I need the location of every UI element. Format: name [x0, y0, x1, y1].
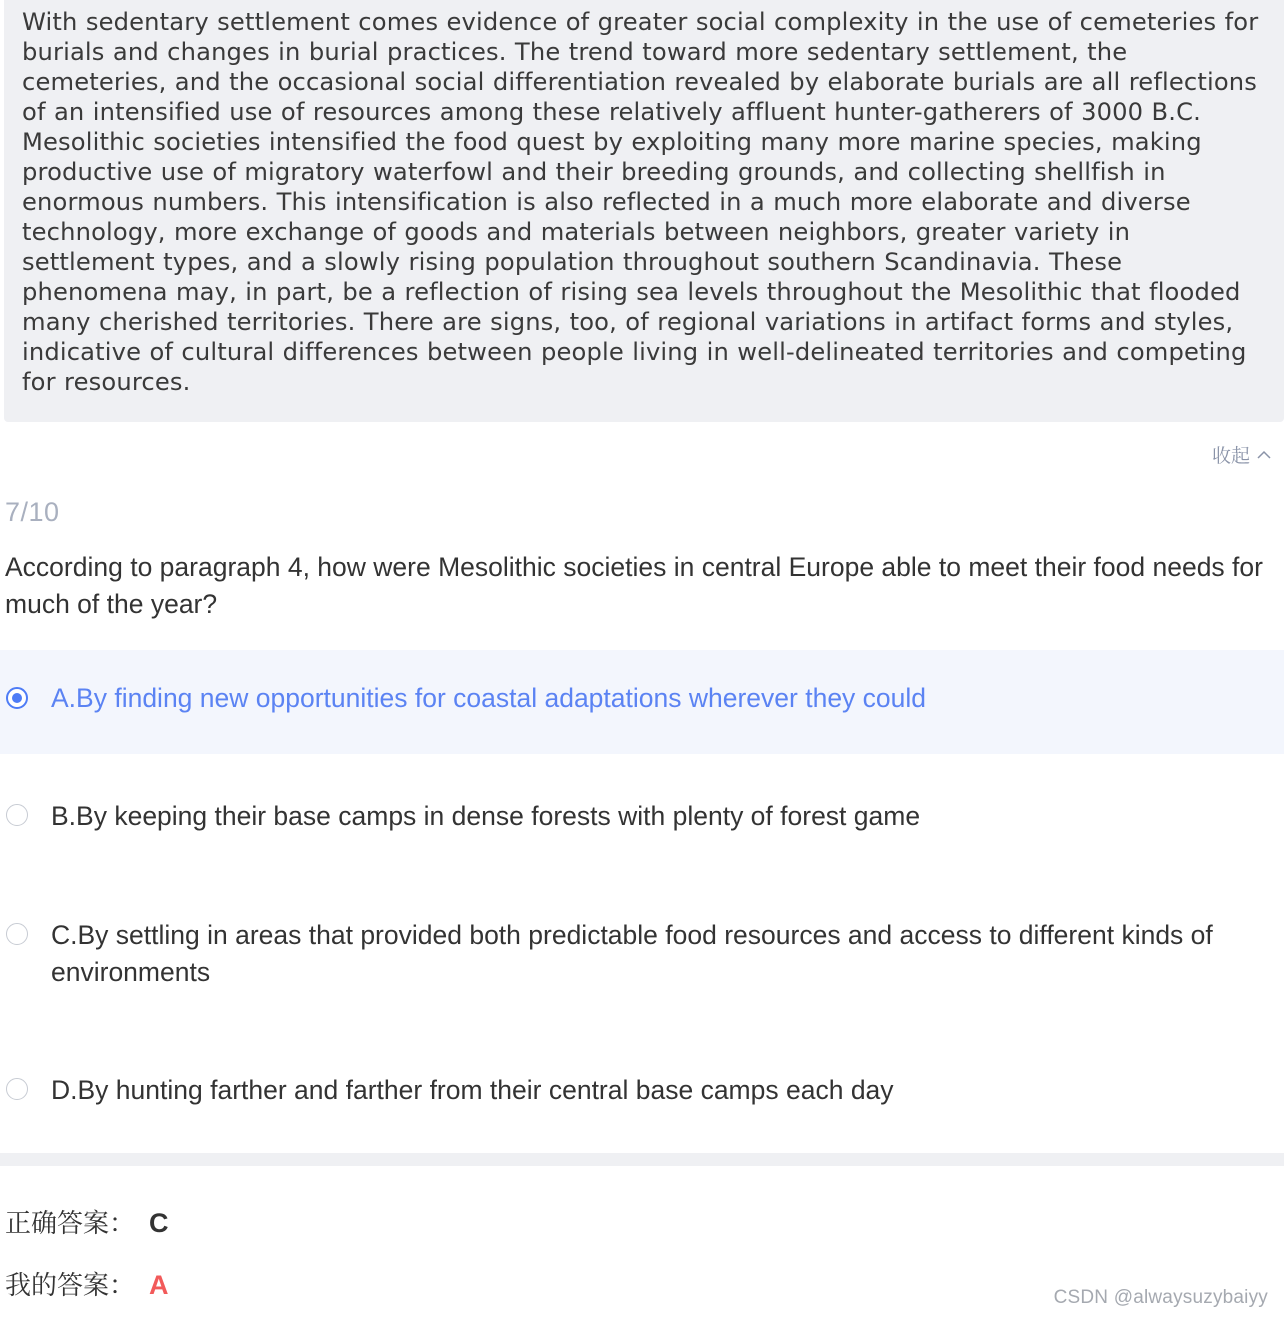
collapse-label: 收起 [1211, 446, 1250, 467]
passage-panel [4, 0, 1284, 422]
section-divider [0, 1153, 1284, 1166]
question-text: According to paragraph 4, how were Mesolithic societies in central Europe able to meet their food needs for much of the year? [5, 552, 1263, 619]
my-answer-label: 我的答案： [5, 1270, 136, 1300]
correct-answer-label: 正确答案： [5, 1208, 136, 1238]
option-c-label: C.By settling in areas that provided both predictable food resources and access to different kinds of environments [51, 920, 1213, 987]
watermark: CSDN @alwaysuzybaiyy [1053, 1287, 1268, 1308]
question-progress: 7/10 [5, 497, 60, 527]
option-a-label: A.By finding new opportunities for coastal adaptations wherever they could [51, 683, 927, 713]
option-b[interactable] [0, 770, 1284, 874]
radio-icon[interactable] [6, 923, 28, 945]
collapse-button[interactable] [1212, 441, 1272, 468]
radio-icon[interactable] [6, 804, 28, 826]
correct-answer-row [5, 1203, 169, 1240]
option-b-label: B.By keeping their base camps in dense forests with plenty of forest game [51, 801, 921, 831]
my-answer-value: A [149, 1270, 169, 1300]
option-d-label: D.By hunting farther and farther from their central base camps each day [51, 1075, 894, 1105]
passage-text: With sedentary settlement comes evidence of greater social complexity in the use of cemeteries for burials and changes in burial practices. The trend toward more sedentary settlement, the cemeteries, and the occasional social differentiation revealed by elaborate burials are all reflections of an intensified use of resources among these relatively affluent hunter-gatherers of 3000 B.C. Mesolithic societies intensified the food quest by exploiting many more marine species, making productive use of migratory waterfowl and their breeding grounds, and collecting shellfish in enormous numbers. This intensification is also reflected in a much more elaborate and diverse technology, more exchange of goods and materials between neighbors, greater variety in settlement types, and a slowly rising population throughout southern Scandinavia. These phenomena may, in part, be a reflection of rising sea levels throughout the Mesolithic that flooded many cherished territories. There are signs, too, of regional variations in artifact forms and styles, indicative of cultural differences between people living in well-delineated territories and competing for resources. [22, 8, 1259, 396]
my-answer-row [5, 1265, 169, 1302]
radio-icon[interactable] [6, 1078, 28, 1100]
option-c[interactable] [0, 890, 1284, 1030]
option-a[interactable] [0, 650, 1284, 754]
chevron-up-icon [1256, 447, 1272, 463]
radio-selected-icon[interactable] [6, 687, 28, 709]
option-d[interactable] [0, 1045, 1284, 1149]
correct-answer-value: C [149, 1208, 169, 1238]
